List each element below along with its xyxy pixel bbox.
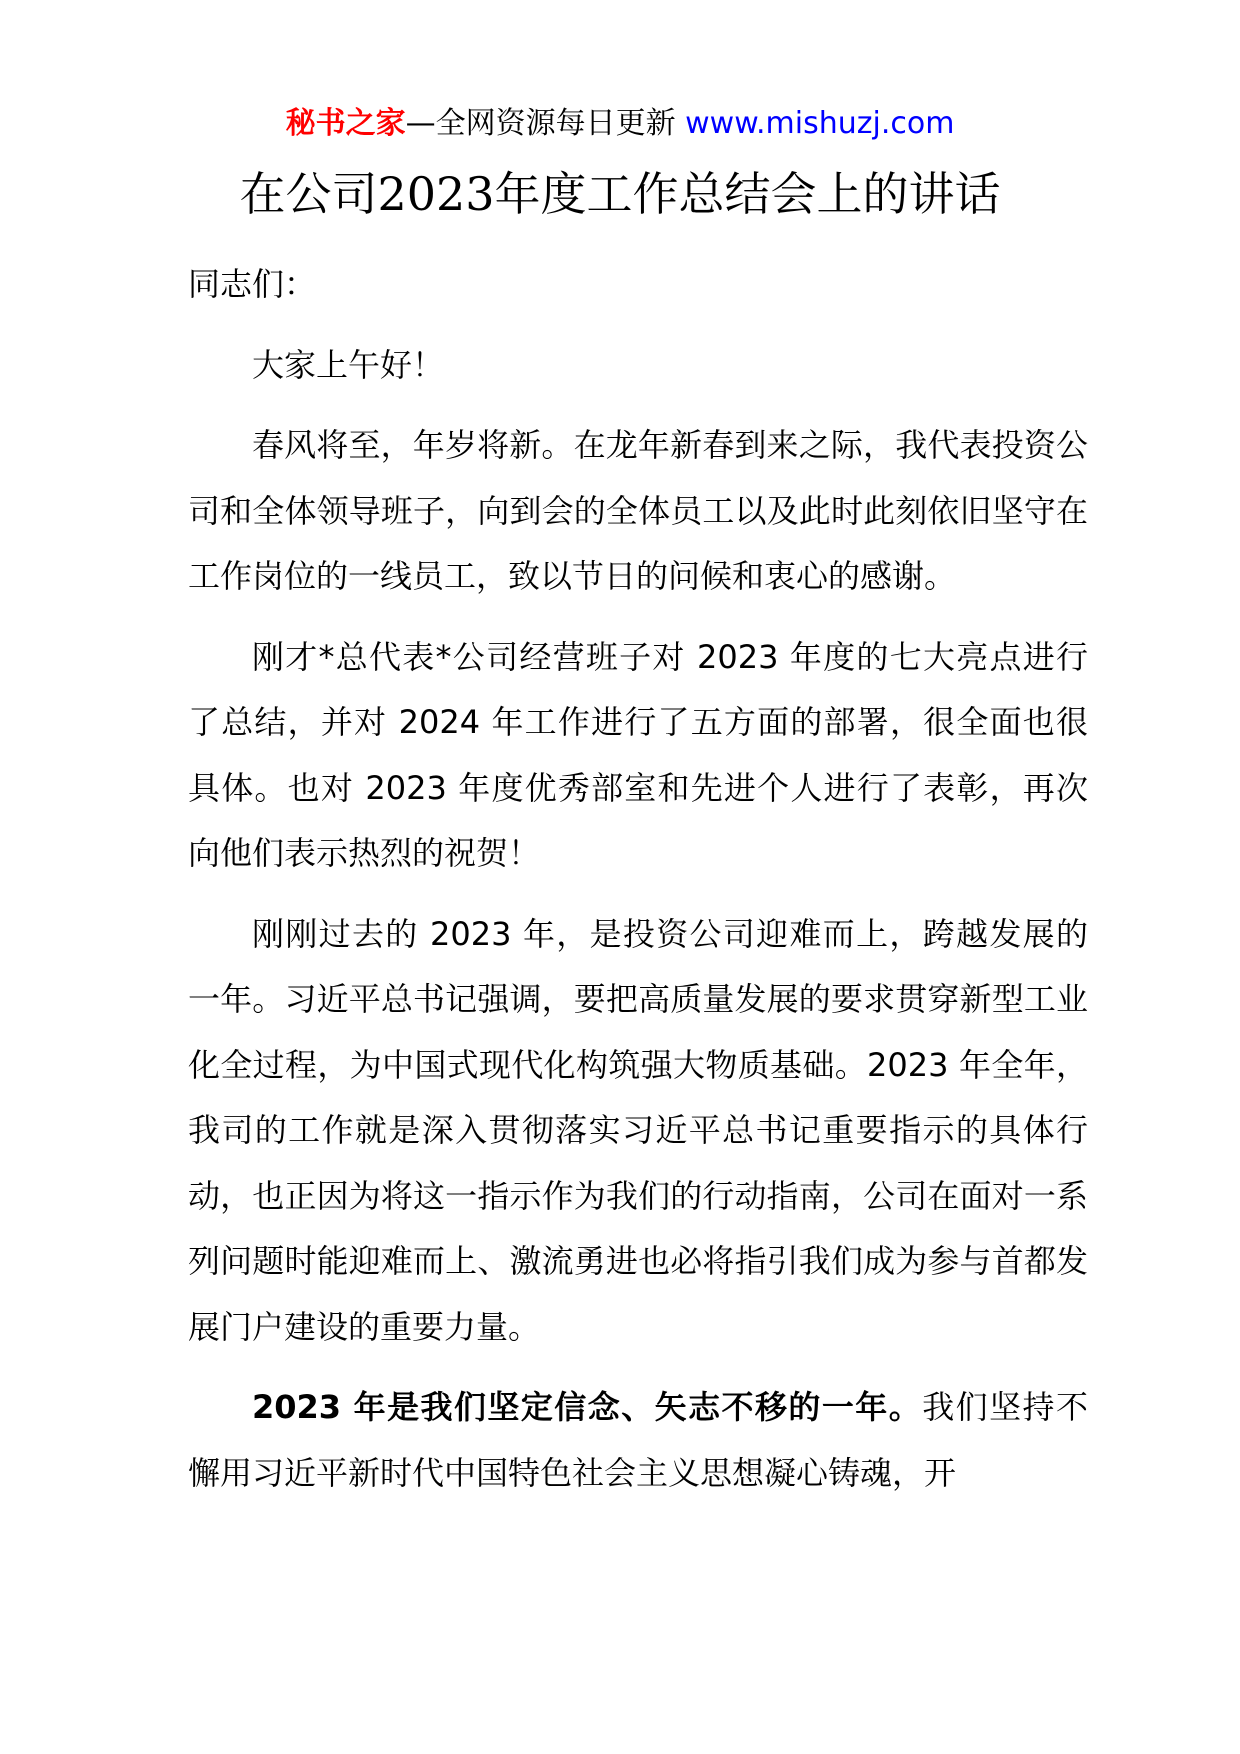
title-prefix: 在公司: [239, 167, 378, 221]
paragraph-2: 刚才*总代表*公司经营班子对 2023 年度的七大亮点进行了总结，并对 2024 年工作进行了五方面的部署，很全面也很具体。也对 2023 年度优秀部室和先进个人进行了表彰，再次向他们表示热烈的祝贺！: [188, 637, 1088, 872]
paragraph-1: 春风将至，年岁将新。在龙年新春到来之际，我代表投资公司和全体领导班子，向到会的全体员工以及此时此刻依旧坚守在工作岗位的一线员工，致以节日的问候和衷心的感谢。: [188, 426, 1088, 595]
brand-name: 秘书之家: [285, 106, 406, 141]
watermark-header: [0, 100, 1240, 148]
paragraph-4-lead: 2023 年是我们坚定信念、矢志不移的一年。: [252, 1388, 923, 1426]
paragraph-4-text: 我们坚持不懈用习近平新时代中国特色社会主义思想凝心铸魂，开: [188, 1388, 1088, 1492]
greeting-paragraph: 大家上午好！: [252, 345, 445, 384]
paragraph-4: [188, 1375, 1088, 1506]
site-url-link[interactable]: www.mishuzj.com: [685, 106, 955, 141]
paragraph-3: 刚刚过去的 2023 年，是投资公司迎难而上，跨越发展的一年。习近平总书记强调，要把高质量发展的要求贯穿新型工业化全过程，为中国式现代化构筑强大物质基础。2023 年全年，我司的工作就是深入贯彻落实习近平总书记重要指示的具体行动，也正因为将这一指示作为我们的行动指南，公司在面对一系列问题时能迎难而上、激流勇进也必将指引我们成为参与首都发展门户建设的重要力量。: [188, 914, 1088, 1346]
document-body: [188, 252, 1088, 1521]
brand-slogan: —全网资源每日更新: [405, 106, 676, 141]
salutation: 同志们：: [188, 265, 317, 303]
title-year: 2023: [377, 167, 495, 221]
title-suffix: 年度工作总结会上的讲话: [494, 167, 1001, 221]
document-title: [0, 162, 1240, 226]
